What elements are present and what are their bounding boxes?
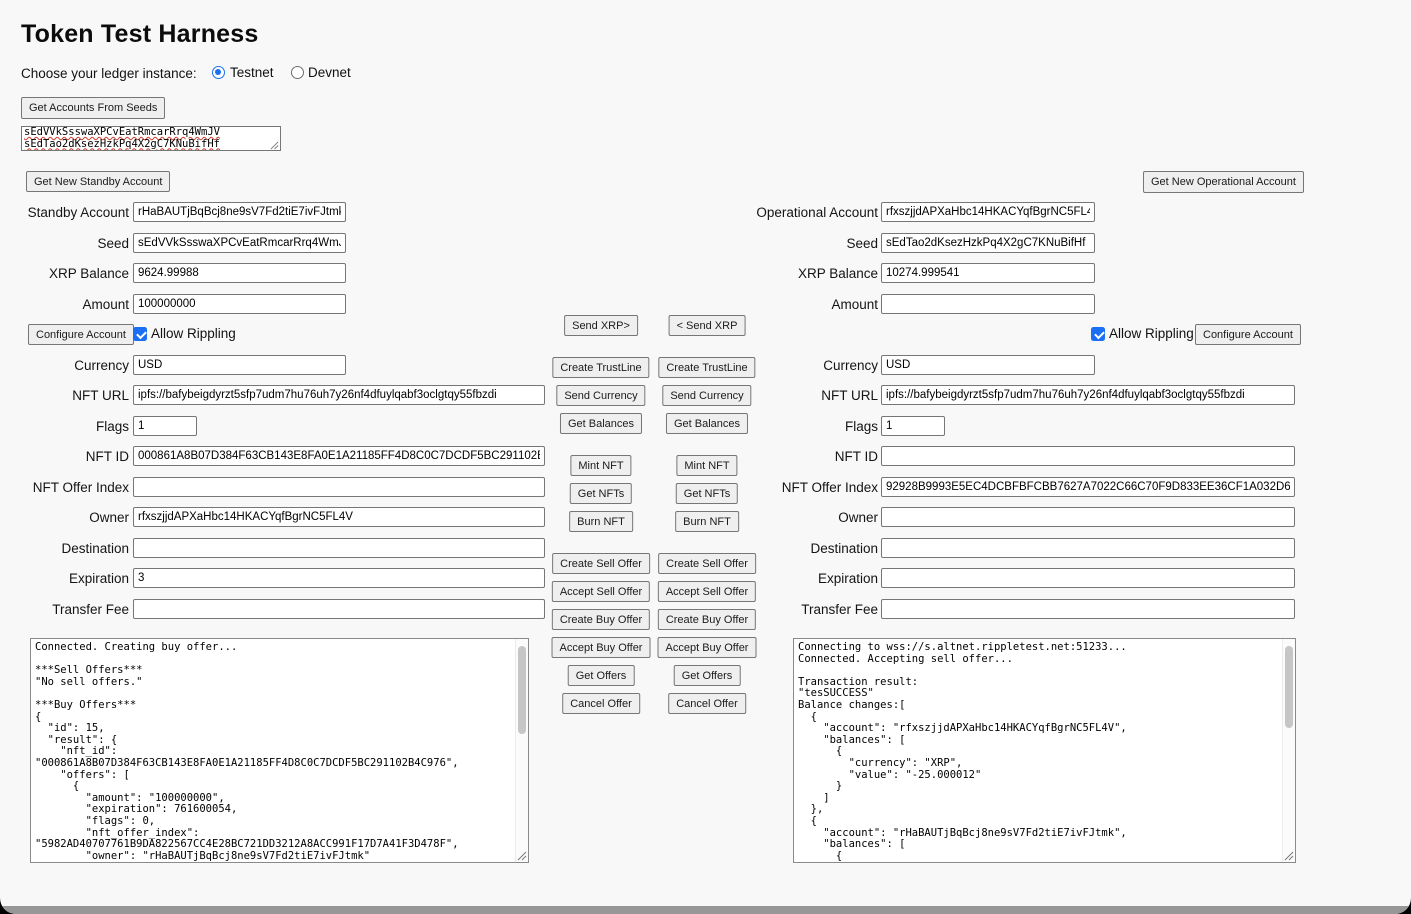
- operational-destination-label: Destination: [810, 541, 878, 556]
- get-accounts-from-seeds-button[interactable]: Get Accounts From Seeds: [21, 97, 165, 119]
- standby-send-xrp-button[interactable]: Send XRP>: [564, 315, 638, 336]
- operational-send-xrp-button[interactable]: < Send XRP: [669, 315, 746, 336]
- operational-results-textarea[interactable]: [793, 638, 1296, 863]
- standby-xrp-balance-input[interactable]: [133, 263, 346, 283]
- operational-flags-label: Flags: [844, 419, 878, 434]
- standby-results-scrollbar-thumb[interactable]: [518, 646, 526, 734]
- operational-allow-rippling-checkbox[interactable]: [1091, 327, 1105, 341]
- standby-amount-input[interactable]: [133, 294, 346, 314]
- operational-send-currency-button[interactable]: Send Currency: [662, 385, 751, 406]
- operational-amount-label: Amount: [831, 297, 878, 312]
- standby-nft-id-label: NFT ID: [85, 449, 129, 464]
- standby-currency-label: Currency: [74, 358, 129, 373]
- operational-flags-input[interactable]: [881, 416, 945, 436]
- operational-get-balances-button[interactable]: Get Balances: [666, 413, 748, 434]
- operational-account-label: Operational Account: [756, 205, 878, 220]
- operational-xrp-balance-label: XRP Balance: [797, 266, 878, 281]
- testnet-radio[interactable]: [212, 66, 225, 79]
- standby-send-currency-button[interactable]: Send Currency: [556, 385, 645, 406]
- devnet-radio-label[interactable]: Devnet: [308, 65, 351, 80]
- standby-get-nfts-button[interactable]: Get NFTs: [570, 483, 632, 504]
- standby-allow-rippling-checkbox[interactable]: [133, 327, 147, 341]
- standby-transfer-fee-label: Transfer Fee: [52, 602, 129, 617]
- standby-burn-nft-button[interactable]: Burn NFT: [569, 511, 633, 532]
- standby-flags-input[interactable]: [133, 416, 197, 436]
- standby-owner-label: Owner: [89, 510, 129, 525]
- operational-get-offers-button[interactable]: Get Offers: [674, 665, 741, 686]
- standby-results-scrollbar[interactable]: [515, 639, 528, 862]
- standby-expiration-label: Expiration: [68, 571, 129, 586]
- window-bottom-edge: [0, 906, 1411, 914]
- operational-accept-buy-offer-button[interactable]: Accept Buy Offer: [658, 637, 757, 658]
- operational-configure-account-button[interactable]: Configure Account: [1195, 324, 1301, 345]
- get-new-standby-account-button[interactable]: Get New Standby Account: [26, 171, 170, 192]
- operational-mint-nft-button[interactable]: Mint NFT: [676, 455, 737, 476]
- operational-seed-input[interactable]: [881, 233, 1095, 253]
- operational-create-buy-offer-button[interactable]: Create Buy Offer: [658, 609, 756, 630]
- standby-currency-input[interactable]: [133, 355, 346, 375]
- seeds-resize-handle[interactable]: [270, 141, 279, 150]
- operational-create-trustline-button[interactable]: Create TrustLine: [658, 357, 755, 378]
- standby-expiration-input[interactable]: [133, 568, 545, 588]
- devnet-radio[interactable]: [291, 66, 304, 79]
- operational-burn-nft-button[interactable]: Burn NFT: [675, 511, 739, 532]
- ledger-instance-prompt: Choose your ledger instance:: [21, 66, 197, 81]
- operational-xrp-balance-input[interactable]: [881, 263, 1095, 283]
- seeds-textarea[interactable]: [21, 126, 281, 151]
- standby-seed-label: Seed: [97, 236, 129, 251]
- standby-transfer-fee-input[interactable]: [133, 599, 545, 619]
- operational-cancel-offer-button[interactable]: Cancel Offer: [668, 693, 746, 714]
- standby-account-label: Standby Account: [27, 205, 129, 220]
- standby-nft-url-label: NFT URL: [72, 388, 129, 403]
- standby-nft-id-input[interactable]: [133, 446, 545, 466]
- standby-account-input[interactable]: [133, 202, 346, 222]
- operational-nft-offer-index-input[interactable]: [881, 477, 1295, 497]
- operational-results-scrollbar[interactable]: [1282, 639, 1295, 862]
- standby-destination-label: Destination: [61, 541, 129, 556]
- standby-seed-input[interactable]: [133, 233, 346, 253]
- standby-get-offers-button[interactable]: Get Offers: [568, 665, 635, 686]
- standby-nft-offer-index-input[interactable]: [133, 477, 545, 497]
- operational-create-sell-offer-button[interactable]: Create Sell Offer: [658, 553, 756, 574]
- operational-get-nfts-button[interactable]: Get NFTs: [676, 483, 738, 504]
- standby-nft-url-input[interactable]: [133, 385, 545, 405]
- operational-nft-url-label: NFT URL: [821, 388, 878, 403]
- operational-account-input[interactable]: [881, 202, 1095, 222]
- operational-transfer-fee-label: Transfer Fee: [801, 602, 878, 617]
- standby-mint-nft-button[interactable]: Mint NFT: [570, 455, 631, 476]
- operational-currency-label: Currency: [823, 358, 878, 373]
- operational-allow-rippling-label: Allow Rippling: [1109, 326, 1194, 341]
- standby-get-balances-button[interactable]: Get Balances: [560, 413, 642, 434]
- operational-results-resize-handle[interactable]: [1284, 851, 1294, 861]
- standby-xrp-balance-label: XRP Balance: [48, 266, 129, 281]
- page-title: Token Test Harness: [21, 20, 259, 48]
- operational-destination-input[interactable]: [881, 538, 1295, 558]
- testnet-radio-label[interactable]: Testnet: [230, 65, 274, 80]
- standby-results-resize-handle[interactable]: [517, 851, 527, 861]
- operational-accept-sell-offer-button[interactable]: Accept Sell Offer: [658, 581, 756, 602]
- standby-destination-input[interactable]: [133, 538, 545, 558]
- standby-amount-label: Amount: [82, 297, 129, 312]
- operational-results-scrollbar-thumb[interactable]: [1285, 646, 1293, 728]
- standby-create-sell-offer-button[interactable]: Create Sell Offer: [552, 553, 650, 574]
- operational-nft-url-input[interactable]: [881, 385, 1295, 405]
- standby-accept-buy-offer-button[interactable]: Accept Buy Offer: [552, 637, 651, 658]
- standby-allow-rippling-label: Allow Rippling: [151, 326, 236, 341]
- operational-expiration-label: Expiration: [817, 571, 878, 586]
- standby-flags-label: Flags: [95, 419, 129, 434]
- get-new-operational-account-button[interactable]: Get New Operational Account: [1143, 171, 1304, 193]
- operational-currency-input[interactable]: [881, 355, 1095, 375]
- standby-cancel-offer-button[interactable]: Cancel Offer: [562, 693, 640, 714]
- operational-results-area: [793, 638, 1296, 863]
- operational-amount-input[interactable]: [881, 294, 1095, 314]
- operational-nft-id-input[interactable]: [881, 446, 1295, 466]
- standby-accept-sell-offer-button[interactable]: Accept Sell Offer: [552, 581, 650, 602]
- standby-create-buy-offer-button[interactable]: Create Buy Offer: [552, 609, 650, 630]
- standby-nft-offer-index-label: NFT Offer Index: [32, 480, 129, 495]
- operational-seed-label: Seed: [846, 236, 878, 251]
- operational-transfer-fee-input[interactable]: [881, 599, 1295, 619]
- standby-configure-account-button[interactable]: Configure Account: [28, 324, 134, 345]
- standby-owner-input[interactable]: [133, 507, 545, 527]
- operational-nft-id-label: NFT ID: [834, 449, 878, 464]
- operational-owner-input[interactable]: [881, 507, 1295, 527]
- standby-create-trustline-button[interactable]: Create TrustLine: [552, 357, 649, 378]
- standby-results-textarea[interactable]: [30, 638, 529, 863]
- standby-results-area: [30, 638, 529, 863]
- operational-owner-label: Owner: [838, 510, 878, 525]
- operational-expiration-input[interactable]: [881, 568, 1295, 588]
- operational-nft-offer-index-label: NFT Offer Index: [781, 480, 878, 495]
